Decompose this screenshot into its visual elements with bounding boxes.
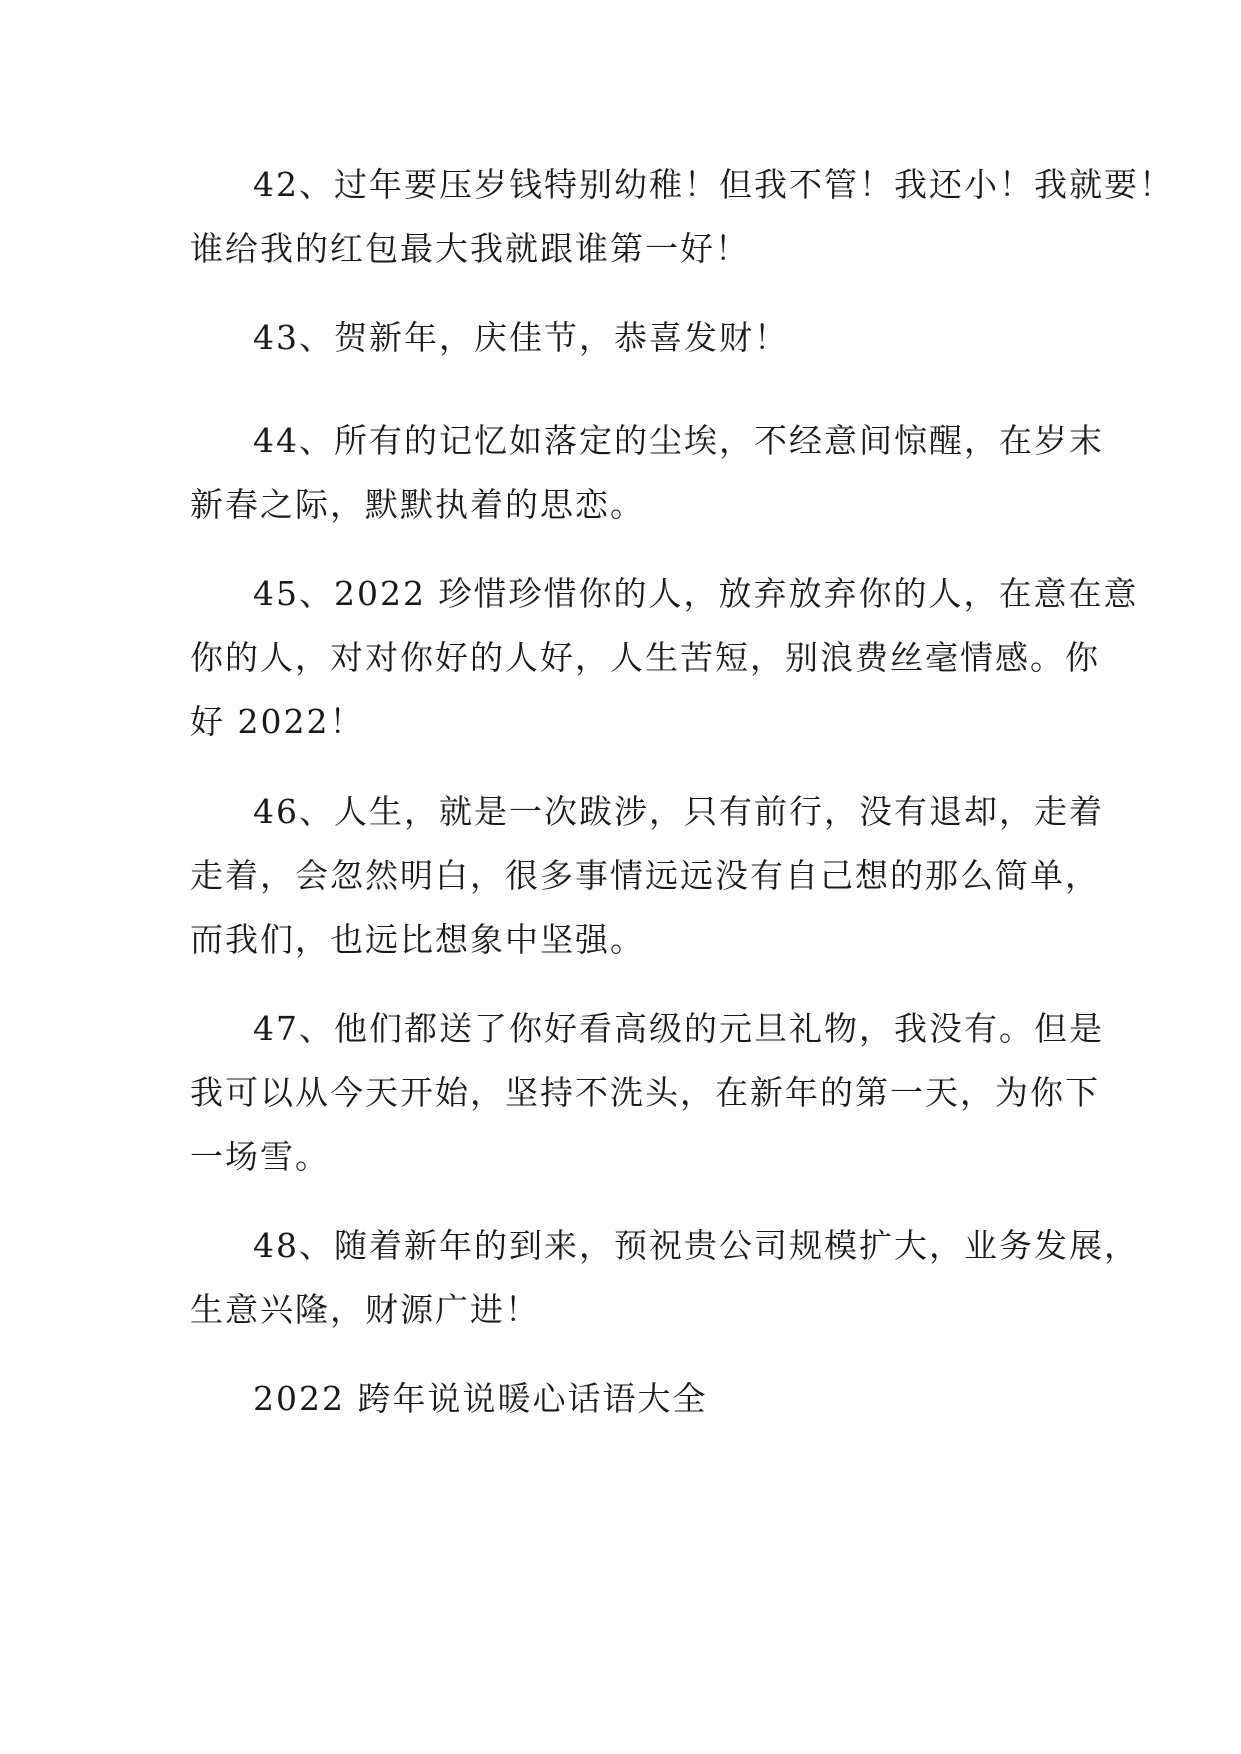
paragraph-45 — [190, 562, 1139, 754]
section-heading-block — [190, 1367, 1070, 1431]
paragraph-44 — [190, 409, 1104, 537]
paragraph-line: 而我们，也远比想象中坚强。 — [190, 920, 645, 959]
paragraph-48 — [190, 1214, 1139, 1342]
paragraph-line: 我可以从今天开始，坚持不洗头，在新年的第一天，为你下 — [190, 1073, 1100, 1112]
paragraph-line: 46、人生，就是一次跋涉，只有前行，没有退却，走着 — [253, 792, 1104, 831]
paragraph-line: 43、贺新年，庆佳节，恭喜发财！ — [253, 318, 789, 357]
paragraph-line: 48、随着新年的到来，预祝贵公司规模扩大，业务发展， — [253, 1226, 1139, 1265]
paragraph-line: 谁给我的红包最大我就跟谁第一好！ — [190, 229, 750, 268]
paragraph-line: 47、他们都送了你好看高级的元旦礼物，我没有。但是 — [253, 1009, 1104, 1048]
paragraph-line: 生意兴隆，财源广进！ — [190, 1290, 540, 1329]
paragraph-line: 42、过年要压岁钱特别幼稚！但我不管！我还小！我就要！ — [253, 165, 1174, 204]
paragraph-line: 走着，会忽然明白，很多事情远远没有自己想的那么简单， — [190, 856, 1100, 895]
paragraph-line: 一场雪。 — [190, 1137, 330, 1176]
paragraph-line: 新春之际，默默执着的思恋。 — [190, 485, 645, 524]
paragraph-line: 你的人，对对你好的人好，人生苦短，别浪费丝毫情感。你 — [190, 638, 1100, 677]
paragraph-line: 45、2022 珍惜珍惜你的人，放弃放弃你的人，在意在意 — [253, 574, 1139, 613]
paragraph-line: 好 2022！ — [190, 702, 365, 741]
paragraph-47 — [190, 997, 1104, 1189]
paragraph-42 — [190, 153, 1174, 281]
paragraph-line: 44、所有的记忆如落定的尘埃，不经意间惊醒，在岁末 — [253, 421, 1104, 460]
section-heading: 2022 跨年说说暖心话语大全 — [253, 1379, 708, 1418]
paragraph-43 — [190, 306, 1070, 370]
paragraph-46 — [190, 780, 1104, 972]
